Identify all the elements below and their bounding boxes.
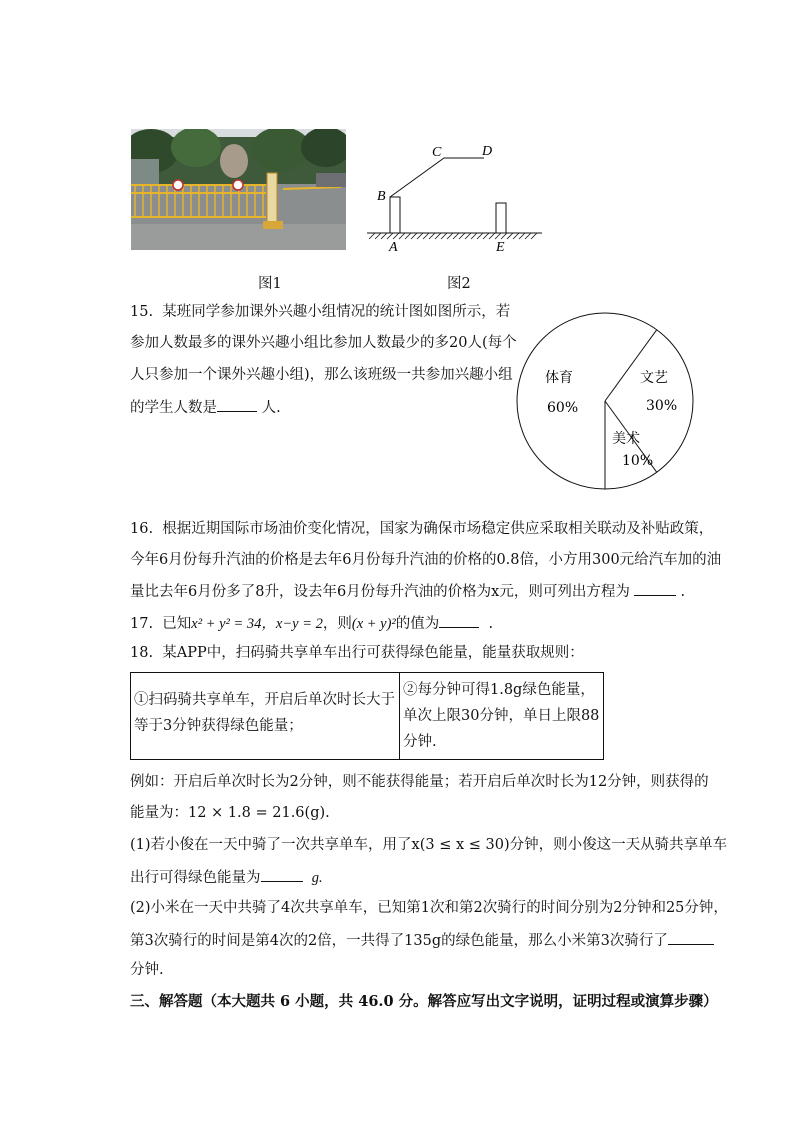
answer-blank xyxy=(634,580,676,596)
q17-line: 17. 已知x² + y² = 34，x−y = 2，则(x + y)²的值为 . xyxy=(130,612,493,634)
q18-number: 18. xyxy=(130,645,154,661)
q18-part1-unit: g. xyxy=(311,870,323,886)
q15-text-1: 某班同学参加课外兴趣小组情况的统计图如图所示，若 xyxy=(162,304,511,320)
q18-part1-line1: (1)若小俊在一天中骑了一次共享单车，用了x(3 ≤ x ≤ 30)分钟，则小俊这一天从骑共享单车 xyxy=(130,837,728,853)
q15-line3: 人只参加一个课外兴趣小组)，那么该班级一共参加兴趣小组 xyxy=(130,367,513,383)
q17-text-b: ，则 xyxy=(322,616,352,632)
q18-example-line1: 例如：开启后单次时长为2分钟，则不能获得能量；若开启后单次时长为12分钟，则获得的 xyxy=(130,774,709,790)
q16-line1 xyxy=(130,519,713,539)
pie-value-sports: 60% xyxy=(547,400,579,416)
q15-text-4: 的学生人数是 xyxy=(130,400,217,416)
q15-unit: 人. xyxy=(261,400,281,416)
pie-label-arts: 文艺 xyxy=(640,370,668,386)
label-D: D xyxy=(482,144,493,159)
q18-part2-line1: (2)小米在一天中共骑了4次共享单车，已知第1次和第2次骑行的时间分别为2分钟和25分钟， xyxy=(130,900,728,916)
q18-intro-line xyxy=(130,643,584,663)
q16-line3: 量比去年6月份多了8升，设去年6月份每升汽油的价格为x元，则可列出方程为 . xyxy=(130,580,685,602)
pie-value-fineart: 10% xyxy=(622,453,654,469)
q17-equation-1: x² + y² = 34，x−y = 2 xyxy=(191,616,323,632)
parking-barrier-photo xyxy=(131,129,346,250)
answer-blank xyxy=(668,929,714,945)
pie-value-arts: 30% xyxy=(646,398,678,414)
label-B: B xyxy=(377,189,386,204)
pie-label-fineart: 美术 xyxy=(612,431,640,447)
q18-part2-text: 第3次骑行的时间是第4次的2倍，一共得了135g的绿色能量，那么小米第3次骑行了 xyxy=(130,933,668,949)
pie-chart xyxy=(512,308,698,494)
q15-line2: 参加人数最多的课外兴趣小组比参加人数最少的多20人(每个 xyxy=(130,335,517,351)
figure1-caption: 图1 xyxy=(258,276,282,292)
q18-part1-prefix: 出行可得绿色能量为 xyxy=(130,870,261,886)
q17-equation-2: (x + y)² xyxy=(351,616,396,632)
q16-line2: 今年6月份每升汽油的价格是去年6月份每升汽油的价格的0.8倍，小方用300元给汽车加的油 xyxy=(130,552,722,568)
q18-part2-line2 xyxy=(130,929,714,951)
q16-text-3: 量比去年6月份多了8升，设去年6月份每升汽油的价格为x元，则可列出方程为 xyxy=(130,584,630,600)
label-C: C xyxy=(432,145,442,160)
q17-text-c: 的值为 xyxy=(395,616,440,632)
answer-blank xyxy=(261,866,303,882)
section-3-heading: 三、解答题（本大题共 6 小题，共 46.0 分。解答应写出文字说明，证明过程或演算步骤） xyxy=(130,993,718,1010)
q17-text-a: 已知 xyxy=(162,616,192,632)
q17-number: 17. xyxy=(130,616,154,632)
rule-2-cell: ②每分钟可得1.8g绿色能量，单次上限30分钟，单日上限88分钟. xyxy=(400,673,604,760)
answer-blank xyxy=(439,612,479,628)
label-E: E xyxy=(496,240,505,255)
q16-number: 16. xyxy=(130,521,154,537)
label-A: A xyxy=(389,240,398,255)
q16-text-1: 根据近期国际市场油价变化情况，国家为确保市场稳定供应采取相关联动及补贴政策， xyxy=(162,521,714,537)
rules-table xyxy=(130,672,604,760)
barrier-diagram xyxy=(364,138,546,256)
pie-label-sports: 体育 xyxy=(545,370,573,386)
q18-part1-line2 xyxy=(130,866,323,888)
q15-line1 xyxy=(130,302,510,322)
answer-blank xyxy=(217,396,257,412)
q18-example-line2: 能量为：12 × 1.8 = 21.6(g). xyxy=(130,805,330,821)
q18-part2-line3: 分钟. xyxy=(130,962,164,978)
rule-1-cell: ①扫码骑共享单车，开启后单次时长大于等于3分钟获得绿色能量； xyxy=(131,673,400,760)
q18-intro: 某APP中，扫码骑共享单车出行可获得绿色能量，能量获取规则： xyxy=(162,645,584,661)
q15-line4 xyxy=(130,396,281,418)
figure2-caption: 图2 xyxy=(447,276,471,292)
q15-number: 15. xyxy=(130,304,154,320)
